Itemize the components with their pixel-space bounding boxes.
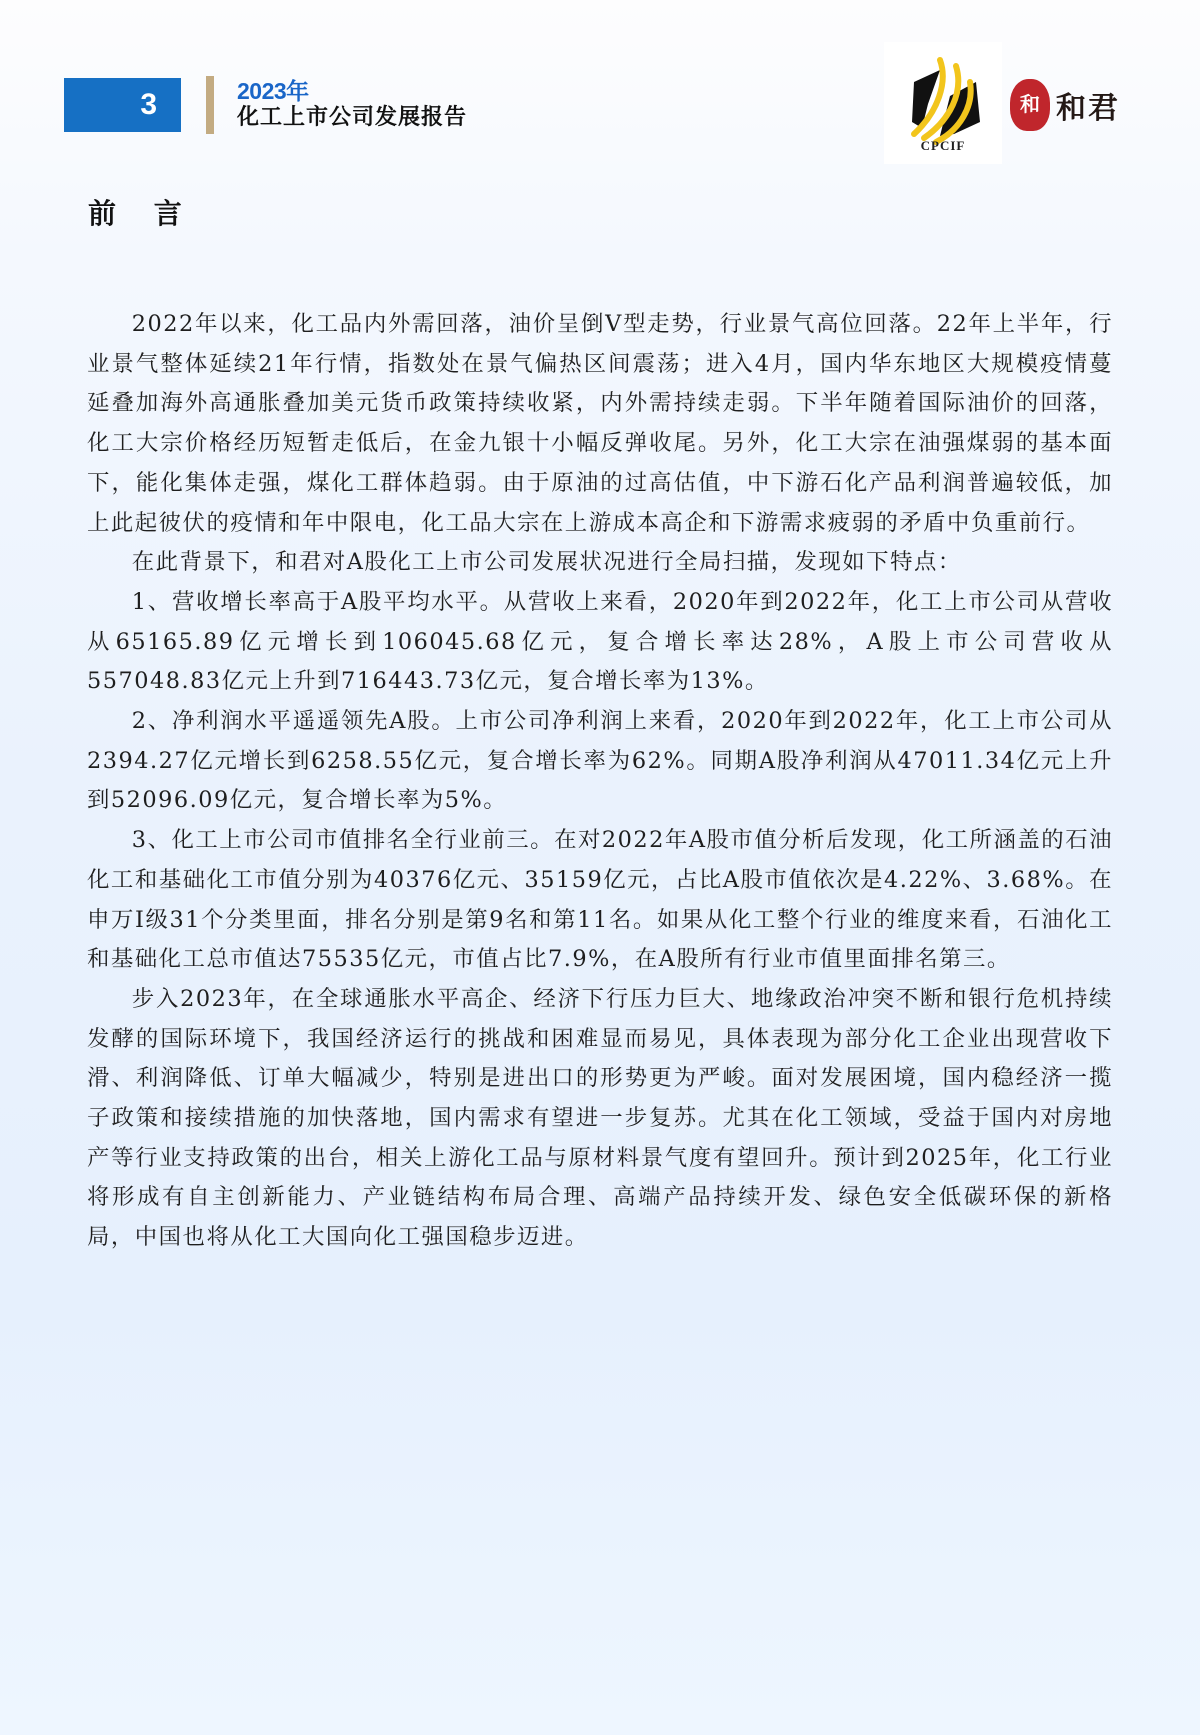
page-number-badge: [64, 78, 181, 132]
hejun-logo: [1010, 70, 1120, 140]
report-title: 化工上市公司发展报告: [237, 105, 468, 130]
paragraph-outlook: 步入2023年，在全球通胀水平高企、经济下行压力巨大、地缘政治冲突不断和银行危机持续发酵的国际环境下，我国经济运行的挑战和困难显而易见，具体表现为部分化工企业出现营收下滑、利润降低、订单大幅减少，特别是进出口的形势更为严峻。面对发展困境，国内稳经济一揽子政策和接续措施的加快落地，国内需求有望进一步复苏。尤其在化工领域，受益于国内对房地产等行业支持政策的出台，相关上游化工品与原材料景气度有望回升。预计到2025年，化工行业将形成有自主创新能力、产业链结构布局合理、高端产品持续开发、绿色安全低碳环保的新格局，中国也将从化工大国向化工强国稳步迈进。: [87, 985, 1113, 1251]
paragraph-finding-market-cap: 3、化工上市公司市值排名全行业前三。在对2022年A股市值分析后发现，化工所涵盖的石油化工和基础化工市值分别为40376亿元、35159亿元，占比A股市值依次是4.22%、3.68%。在申万I级31个分类里面，排名分别是第9名和第11名。如果从化工整个行业的维度来看，石油化工和基础化工总市值达75535亿元，市值占比7.9%，在A股所有行业市值里面排名第三。: [87, 827, 1113, 973]
cpcif-logo-text: CPCIF: [920, 138, 966, 153]
cpcif-logo: [884, 42, 1002, 164]
paragraph-background: 在此背景下，和君对A股化工上市公司发展状况进行全局扫描，发现如下特点：: [131, 549, 962, 576]
paragraph-intro: 2022年以来，化工品内外需回落，油价呈倒V型走势，行业景气高位回落。22年上半年，行业景气整体延续21年行情，指数处在景气偏热区间震荡；进入4月，国内华东地区大规模疫情蔓延叠加海外高通胀叠加美元货币政策持续收紧，内外需持续走弱。下半年随着国际油价的回落，化工大宗价格经历短暂走低后，在金九银十小幅反弹收尾。另外，化工大宗在油强煤弱的基本面下，能化集体走强，煤化工群体趋弱。由于原油的过高估值，中下游石化产品利润普遍较低，加上此起彼伏的疫情和年中限电，化工品大宗在上游成本高企和下游需求疲弱的矛盾中负重前行。: [87, 311, 1113, 536]
paragraph-finding-revenue: 1、营收增长率高于A股平均水平。从营收上来看，2020年到2022年，化工上市公司从营收从65165.89亿元增长到106045.68亿元，复合增长率达28%，A股上市公司营收从557048.83亿元上升到716443.73亿元，复合增长率为13%。: [87, 588, 1113, 695]
hejun-logo-text: 和君: [1056, 91, 1120, 126]
report-header: [237, 80, 467, 129]
report-year: 2023年: [237, 78, 309, 104]
preface-body: [87, 305, 1113, 1258]
hejun-seal-icon: 和: [1010, 79, 1050, 131]
page-number: 3: [140, 88, 157, 121]
header-divider-bar: [206, 76, 214, 134]
section-title: 前 言: [88, 197, 196, 230]
paragraph-finding-profit: 2、净利润水平遥遥领先A股。上市公司净利润上来看，2020年到2022年，化工上市公司从2394.27亿元增长到6258.55亿元，复合增长率为62%。同期A股净利润从47011.34亿元上升到52096.09亿元，复合增长率为5%。: [87, 708, 1113, 814]
